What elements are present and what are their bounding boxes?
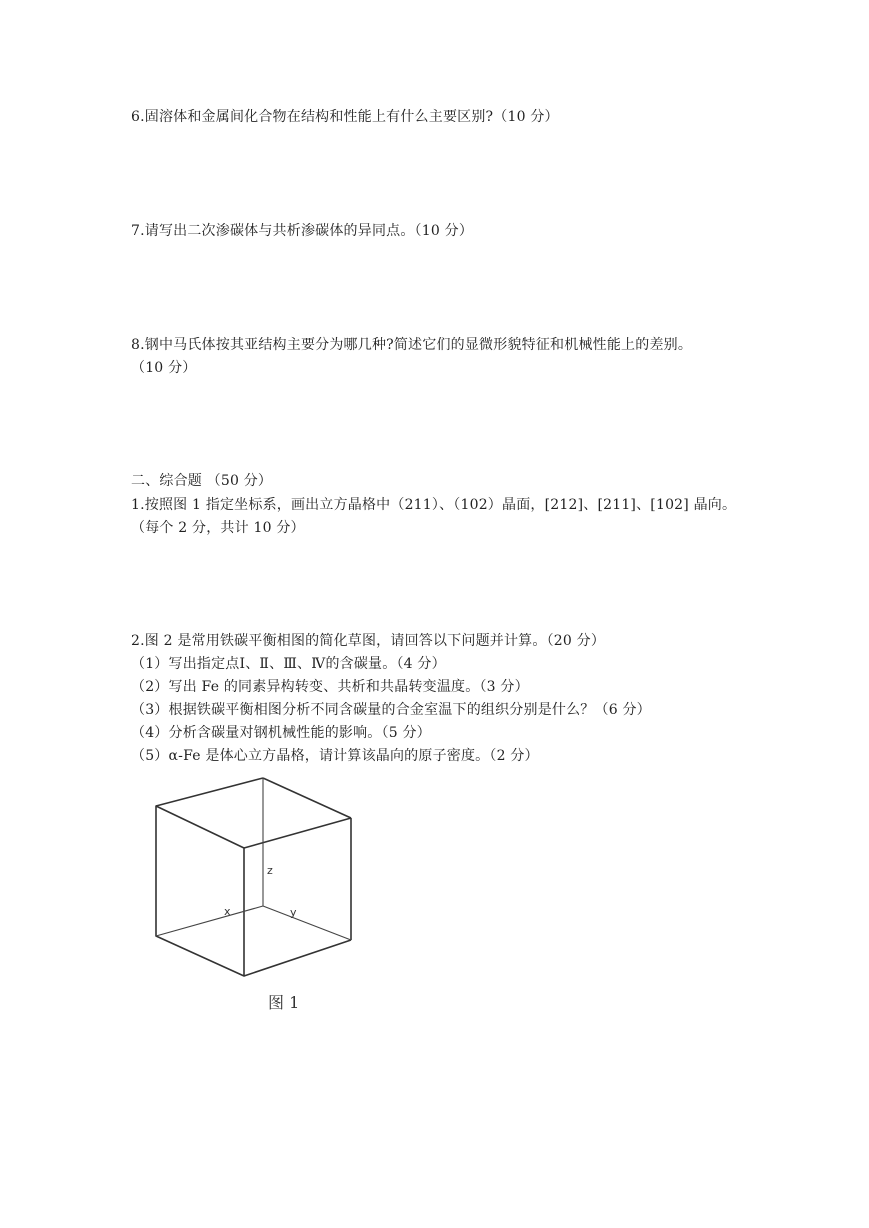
cube-bottom-right-edge: [244, 940, 351, 976]
y-axis: [263, 906, 351, 940]
cube-top-right-edge: [263, 778, 351, 818]
question-2-2: 2.图 2 是常用铁碳平衡相图的简化草图，请回答以下问题并计算。（20 分）: [131, 633, 606, 649]
axis-label-z: z: [267, 864, 273, 877]
axis-label-x: x: [224, 905, 231, 918]
sub-question-3: （3）根据铁碳平衡相图分析不同含碳量的合金室温下的组织分别是什么？（6 分）: [131, 702, 651, 718]
sub-question-4: （4）分析含碳量对钢机械性能的影响。（5 分）: [131, 725, 431, 741]
cube-figure: [140, 770, 400, 1020]
cube-top-back-edge: [156, 778, 263, 806]
sub-question-1: （1）写出指定点Ⅰ、Ⅱ、Ⅲ、Ⅳ的含碳量。（4 分）: [131, 656, 446, 672]
question-6: 6.固溶体和金属间化合物在结构和性能上有什么主要区别?（10 分）: [131, 109, 559, 125]
cube-front-face: [156, 806, 244, 976]
question-8: 8.钢中马氏体按其亚结构主要分为哪几种?简述它们的显微形貌特征和机械性能上的差别。: [131, 337, 693, 353]
figure-caption: 图 1: [268, 993, 300, 1012]
question-2-1: 1.按照图 1 指定坐标系，画出立方晶格中（211）、（102）晶面，[212]、[211]、[102] 晶向。: [131, 497, 737, 513]
question-8-continuation: （10 分）: [131, 360, 197, 376]
sub-question-2: （2）写出 Fe 的同素异构转变、共析和共晶转变温度。（3 分）: [131, 679, 529, 695]
question-7: 7.请写出二次渗碳体与共析渗碳体的异同点。（10 分）: [131, 223, 474, 239]
cube-top-front-edge: [244, 818, 351, 848]
x-axis: [156, 906, 263, 936]
axis-label-y: y: [290, 906, 297, 919]
sub-question-5: （5）α-Fe 是体心立方晶格，请计算该晶向的原子密度。（2 分）: [131, 748, 539, 764]
section-heading: 二、综合题 （50 分）: [131, 473, 273, 489]
question-2-1-continuation: （每个 2 分，共计 10 分）: [131, 520, 305, 536]
